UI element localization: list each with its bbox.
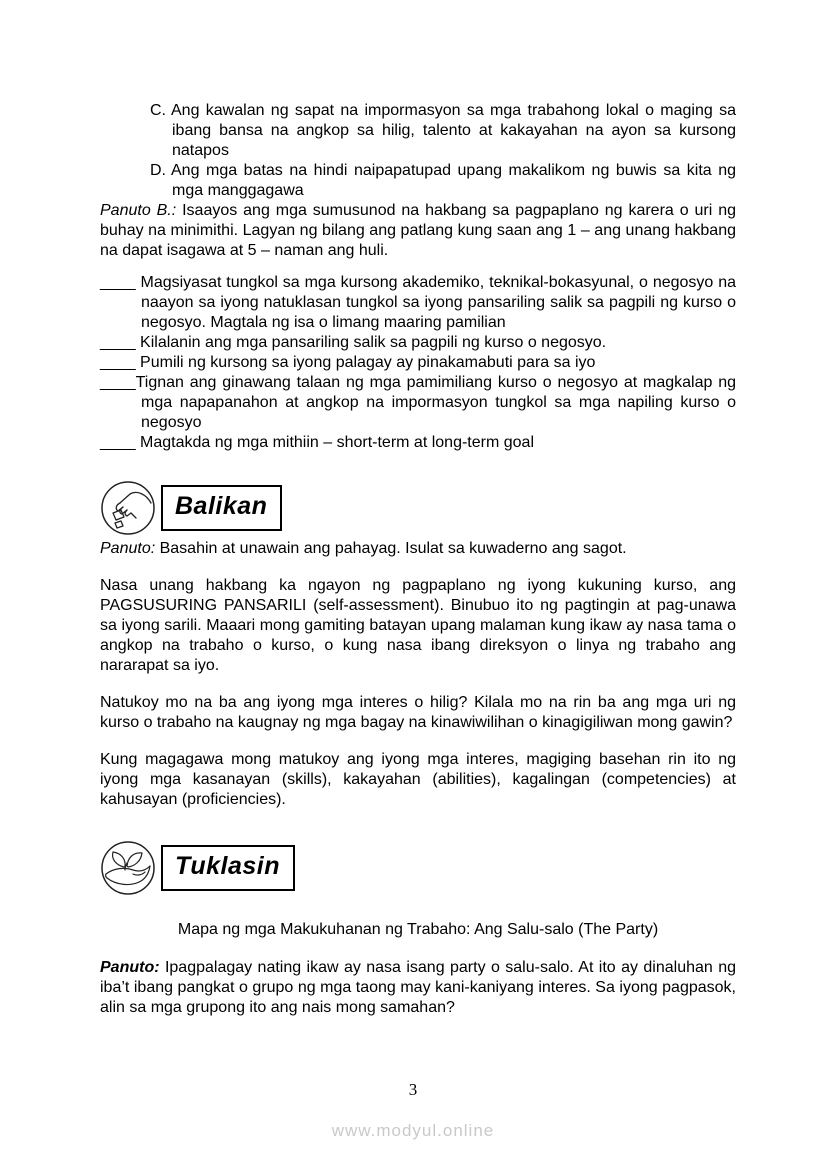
tuklasin-section-header	[100, 843, 736, 893]
ordering-list-item: ____ Pumili ng kursong sa iyong palagay ay pinakamabuti para sa iyo	[100, 354, 596, 371]
panuto-b-text: Isaayos ang mga sumusunod na hakbang sa pagpaplano ng karera o uri ng buhay na minimithi. Lagyan ng bilang ang patlang kung saan ang 1 – ang unang hakbang na dapat isagawa at 5 – naman ang huli.	[100, 202, 736, 259]
list-item-c	[100, 101, 736, 161]
item-text: Ang kawalan ng sapat na impormasyon sa mga trabahong lokal o maging sa ibang bansa na angkop sa hilig, talento at kakayahan na ayon sa kursong natapos	[171, 102, 736, 159]
tuklasin-panuto-text: Ipagpalagay nating ikaw ay nasa isang party o salu-salo. At ito ay dinaluhan ng iba’t ibang pangkat o grupo ng mga taong may kani-kaniyang interes. Sa iyong pagpasok, alin sa mga grupong ito ang nais mong samahan?	[100, 959, 736, 1016]
balikan-panuto-label: Panuto:	[100, 540, 156, 557]
balikan-paragraph-3: Kung magagawa mong matukoy ang iyong mga interes, magiging basehan rin ito ng iyong mga kasanayan (skills), kakayahan (abilities), kagalingan (competencies) at kahusayan (proficiencies).	[100, 751, 736, 808]
item-text: Ang mga batas na hindi naipapatupad upang makalikom ng buwis sa kita ng mga manggagawa	[171, 162, 736, 199]
item-letter: C.	[150, 102, 166, 119]
ordering-list	[100, 273, 736, 453]
item-letter: D.	[150, 162, 166, 179]
ordering-list-item: ____ Kilalanin ang mga pansariling salik sa pagpili ng kurso o negosyo.	[100, 334, 607, 351]
balikan-panuto-text: Basahin at unawain ang pahayag. Isulat sa kuwaderno ang sagot.	[159, 540, 627, 557]
tuklasin-title: Tuklasin	[175, 852, 280, 880]
hand-writing-icon	[100, 480, 156, 536]
ordering-list-item: ____ Magsiyasat tungkol sa mga kursong akademiko, teknikal-bokasyunal, o negosyo na naayon sa iyong natuklasan tungkol sa iyong pansariling salik sa pagpili ng kurso o negosyo. Magtala ng isa o limang maaring pamilian	[100, 274, 736, 331]
balikan-paragraph-2: Natukoy mo na ba ang iyong mga interes o hilig? Kilala mo na rin ba ang mga uri ng kurso o trabaho na kaugnay ng mga bagay na kinawiwilihan o kinagigiliwan mong gawin?	[100, 694, 736, 731]
ordering-list-item: ____ Magtakda ng mga mithiin – short-term at long-term goal	[100, 434, 534, 451]
hand-plant-icon	[100, 840, 156, 896]
tuklasin-panuto	[100, 958, 736, 1018]
tuklasin-title-box	[161, 845, 295, 891]
watermark: www.modyul.online	[331, 1121, 495, 1140]
panuto-b-label: Panuto B.:	[100, 202, 177, 219]
balikan-title: Balikan	[175, 492, 268, 520]
panuto-b-paragraph	[100, 201, 736, 261]
balikan-title-box	[161, 485, 282, 531]
tuklasin-panuto-label: Panuto:	[100, 959, 160, 976]
ordering-list-item: ____Tignan ang ginawang talaan ng mga pamimiliang kurso o negosyo at magkalap ng mga napapanahon at angkop na impormasyon tungkol sa mga napiling kurso o negosyo	[100, 374, 736, 431]
balikan-section-header	[100, 483, 736, 533]
balikan-paragraph-1: Nasa unang hakbang ka ngayon ng pagpaplano ng iyong kukuning kurso, ang PAGSUSURING PANSARILI (self-assessment). Binubuo ito ng pagtingin at pag-unawa sa iyong sarili. Maaari mong gamiting batayan upang malaman kung ikaw ay nasa tama o angkop na trabaho o kurso, o kung nasa ibang direksyon o linya ng trabaho ang nararapat sa iyo.	[100, 577, 736, 674]
page-number: 3	[408, 1080, 418, 1099]
tuklasin-subtitle: Mapa ng mga Makukuhanan ng Trabaho: Ang Salu-salo (The Party)	[177, 921, 659, 938]
balikan-panuto	[100, 539, 736, 559]
page-content	[100, 101, 736, 1018]
list-item-d	[100, 161, 736, 201]
